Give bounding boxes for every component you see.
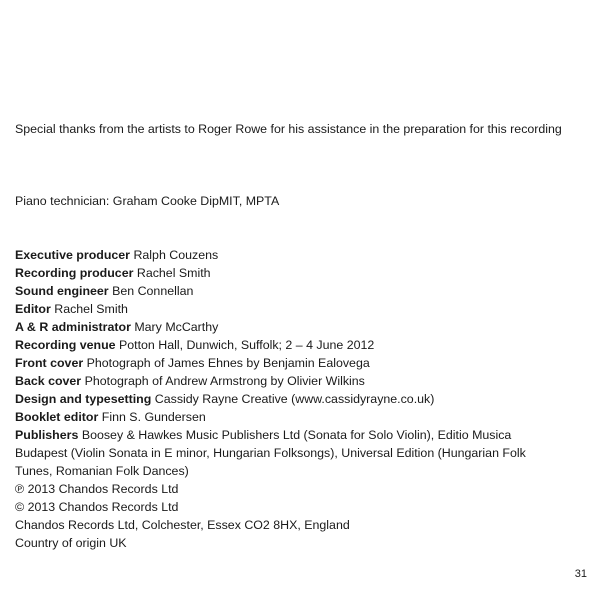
credit-front-cover — [15, 354, 565, 372]
credit-value: Ralph Couzens — [133, 248, 219, 262]
credit-ar-administrator — [15, 318, 565, 336]
country-of-origin: Country of origin UK — [15, 536, 127, 550]
credit-label: Sound engineer — [15, 284, 109, 298]
credit-label: Back cover — [15, 374, 82, 388]
credit-label: Booklet editor — [15, 410, 99, 424]
credit-value: Rachel Smith — [136, 266, 211, 280]
credits-list — [15, 246, 565, 552]
piano-technician — [15, 192, 565, 210]
credit-label: Design and typesetting — [15, 392, 152, 406]
credit-label: Publishers — [15, 428, 79, 442]
credit-value: Finn S. Gundersen — [101, 410, 206, 424]
credit-label: A & R administrator — [15, 320, 131, 334]
credit-label: Executive producer — [15, 248, 131, 262]
credit-value: Ben Connellan — [112, 284, 194, 298]
credit-value: Photograph of Andrew Armstrong by Olivier Wilkins — [84, 374, 365, 388]
credit-value: Cassidy Rayne Creative (www.cassidyrayne.co.uk) — [154, 392, 435, 406]
credit-value: Mary McCarthy — [134, 320, 219, 334]
credit-booklet-editor — [15, 408, 565, 426]
credit-publishers-cont: Budapest (Violin Sonata in E minor, Hungarian Folksongs), Universal Edition (Hungarian Folk — [15, 446, 526, 460]
company-address: Chandos Records Ltd, Colchester, Essex CO2 8HX, England — [15, 518, 350, 532]
page-number: 31 — [574, 568, 587, 580]
credit-back-cover — [15, 372, 565, 390]
special-thanks-text: Special thanks from the artists to Roger Rowe for his assistance in the preparation for this recording — [15, 122, 562, 136]
credit-label: Recording producer — [15, 266, 134, 280]
credit-publishers-cont: Tunes, Romanian Folk Dances) — [15, 464, 189, 478]
credit-recording-producer — [15, 264, 565, 282]
credit-label: Front cover — [15, 356, 84, 370]
credit-value: Rachel Smith — [54, 302, 128, 316]
credit-value: Potton Hall, Dunwich, Suffolk; 2 – 4 June 2012 — [118, 338, 375, 352]
copyright-notice: © 2013 Chandos Records Ltd — [15, 500, 179, 514]
credit-recording-venue — [15, 336, 565, 354]
credit-label: Editor — [15, 302, 51, 316]
piano-technician-text: Piano technician: Graham Cooke DipMIT, MPTA — [15, 194, 280, 208]
credit-sound-engineer — [15, 282, 565, 300]
credit-publishers — [15, 426, 565, 444]
credit-editor — [15, 300, 565, 318]
credit-value: Photograph of James Ehnes by Benjamin Ealovega — [86, 356, 370, 370]
credit-value: Boosey & Hawkes Music Publishers Ltd (Sonata for Solo Violin), Editio Musica — [81, 428, 512, 442]
credit-design — [15, 390, 565, 408]
credit-label: Recording venue — [15, 338, 116, 352]
special-thanks — [15, 120, 565, 138]
credit-executive-producer — [15, 246, 565, 264]
phonogram-notice: ℗ 2013 Chandos Records Ltd — [15, 482, 179, 496]
